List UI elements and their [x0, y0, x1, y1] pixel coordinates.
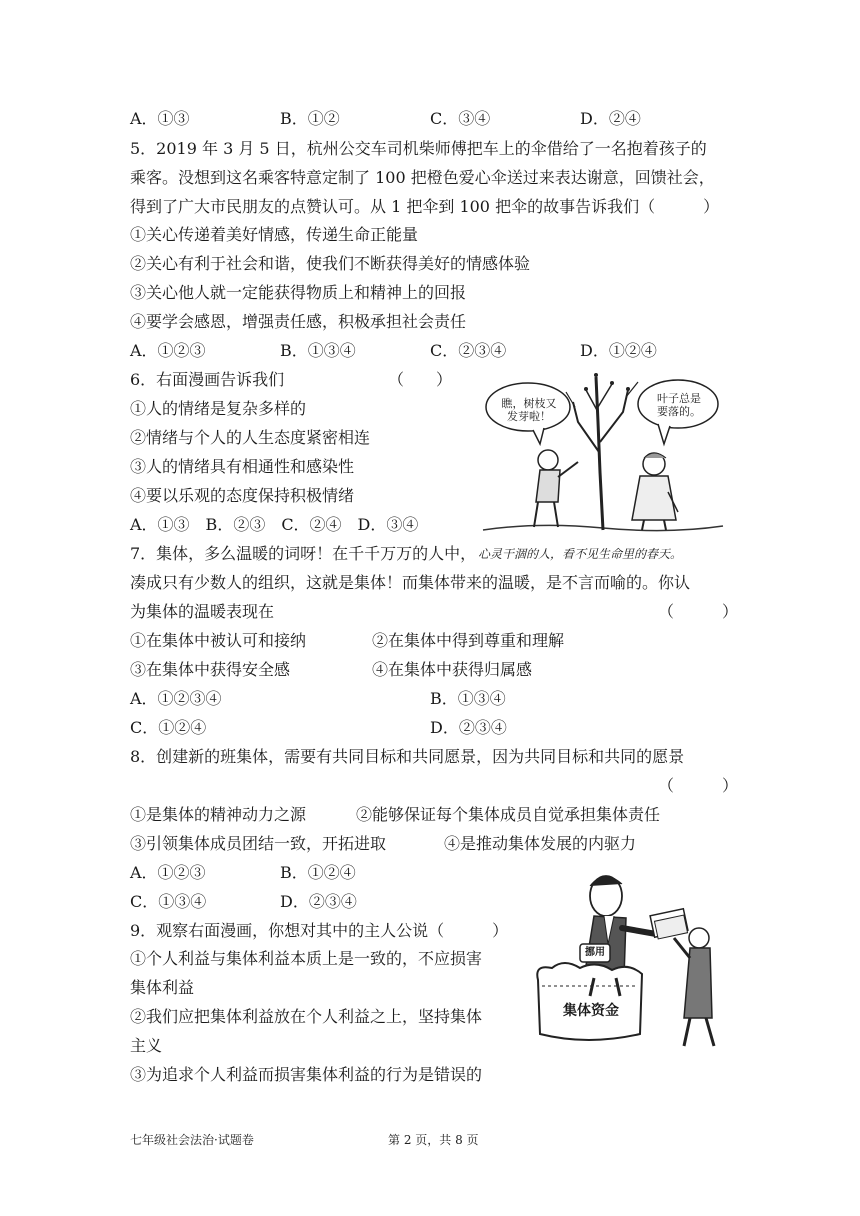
q6-cartoon-caption: 心灵干涸的人，看不见生命里的春天。 — [478, 547, 683, 561]
q6-bubble-right — [648, 392, 710, 418]
q7-stem-line-2: 凑成只有少数人的组织，这就是集体！而集体带来的温暖，是不言而喻的。你认 — [130, 573, 691, 592]
q7-item-1: ①在集体中被认可和接纳 — [130, 631, 307, 650]
q8-item-4: ④是推动集体发展的内驱力 — [444, 834, 637, 853]
q5-stem-line-2: 乘客。没想到这名乘客特意定制了 100 把橙色爱心伞送过来表达谢意，回馈社会， — [130, 168, 715, 187]
footer-exam-title: 七年级社会法治·试题卷 — [130, 1133, 254, 1147]
q9-item-2-line-2: 主义 — [130, 1036, 163, 1055]
q5-stem-line-3: 得到了广大市民朋友的点赞认可。从 1 把伞到 100 把伞的故事告诉我们（ ） — [130, 197, 720, 216]
q8-option-d: D．②③④ — [280, 892, 357, 911]
q4-option-a: A．①③ — [130, 109, 190, 128]
q9-stem: 9．观察右面漫画，你想对其中的主人公说（ ） — [130, 921, 509, 940]
q4-option-b: B．①② — [280, 109, 340, 128]
q5-item-1: ①关心传递着美好情感，传递生命正能量 — [130, 225, 419, 244]
q5-option-d: D．①②④ — [580, 341, 657, 360]
q6-cartoon-drawing — [478, 362, 728, 542]
q6-bubble-left-line-2: 发芽啦！ — [507, 410, 551, 423]
q7-option-d: D．②③④ — [430, 718, 507, 737]
q6-bubble-left — [498, 397, 560, 423]
q8-stem: 8．创建新的班集体，需要有共同目标和共同愿景，因为共同目标和共同的愿景 — [130, 747, 685, 766]
q6-stem: 6．右面漫画告诉我们 — [130, 370, 285, 389]
q7-answer-paren: （ ） — [658, 602, 739, 621]
q6-bubble-right-line-2: 要落的。 — [657, 405, 701, 418]
q8-answer-paren: （ ） — [658, 776, 739, 795]
q8-item-3: ③引领集体成员团结一致，开拓进取 — [130, 834, 387, 853]
q5-stem-line-1: 5．2019 年 3 月 5 日，杭州公交车司机柴师傅把车上的伞借给了一名抱着孩子的 — [130, 139, 707, 158]
q6-item-2: ②情绪与个人的人生态度紧密相连 — [130, 428, 371, 447]
q7-stem-line-1: 7．集体，多么温暖的词呀！在千千万万的人中， — [130, 544, 477, 563]
q6-item-1: ①人的情绪是复杂多样的 — [130, 399, 307, 418]
q6-item-3: ③人的情绪具有相通性和感染性 — [130, 457, 355, 476]
q8-item-2: ②能够保证每个集体成员自觉承担集体责任 — [356, 805, 661, 824]
q9-cartoon — [524, 868, 724, 1056]
q8-option-a: A．①②③ — [130, 863, 206, 882]
q7-item-3: ③在集体中获得安全感 — [130, 660, 291, 679]
q8-option-b: B．①②④ — [280, 863, 356, 882]
q5-item-4: ④要学会感恩，增强责任感，积极承担社会责任 — [130, 312, 467, 331]
q7-option-c: C．①②④ — [130, 718, 207, 737]
q5-option-c: C．②③④ — [430, 341, 507, 360]
q9-cartoon-drawing — [524, 868, 724, 1056]
q9-cartoon-bag-label: 集体资金 — [563, 1002, 619, 1018]
q6-answer-paren: （ ） — [388, 370, 453, 389]
q7-option-a: A．①②③④ — [130, 689, 222, 708]
q7-option-b: B．①③④ — [430, 689, 506, 708]
q5-item-2: ②关心有利于社会和谐，使我们不断获得美好的情感体验 — [130, 254, 531, 273]
q7-stem-line-3: 为集体的温暖表现在 — [130, 602, 275, 621]
q7-item-2: ②在集体中得到尊重和理解 — [372, 631, 565, 650]
q6-item-4: ④要以乐观的态度保持积极情绪 — [130, 486, 355, 505]
q5-option-b: B．①③④ — [280, 341, 356, 360]
q6-bubble-right-line-1: 叶子总是 — [657, 392, 701, 405]
q6-bubble-left-line-1: 瞧，树枝又 — [501, 397, 557, 410]
q9-cartoon-arm-label: 挪用 — [585, 947, 605, 958]
q4-option-c: C．③④ — [430, 109, 491, 128]
q8-option-c: C．①③④ — [130, 892, 207, 911]
q7-item-4: ④在集体中获得归属感 — [372, 660, 533, 679]
q5-option-a: A．①②③ — [130, 341, 206, 360]
q8-item-1: ①是集体的精神动力之源 — [130, 805, 307, 824]
q6-cartoon — [478, 362, 728, 542]
q9-item-2-line-1: ②我们应把集体利益放在个人利益之上，坚持集体 — [130, 1007, 483, 1026]
q9-item-1-line-1: ①个人利益与集体利益本质上是一致的，不应损害 — [130, 949, 483, 968]
q9-item-3: ③为追求个人利益而损害集体利益的行为是错误的 — [130, 1065, 483, 1084]
footer-page-number: 第 2 页，共 8 页 — [388, 1133, 479, 1147]
q6-options: A．①③ B．②③ C．②④ D．③④ — [130, 515, 419, 534]
q5-item-3: ③关心他人就一定能获得物质上和精神上的回报 — [130, 283, 467, 302]
q4-option-d: D．②④ — [580, 109, 641, 128]
q9-item-1-line-2: 集体利益 — [130, 978, 195, 997]
